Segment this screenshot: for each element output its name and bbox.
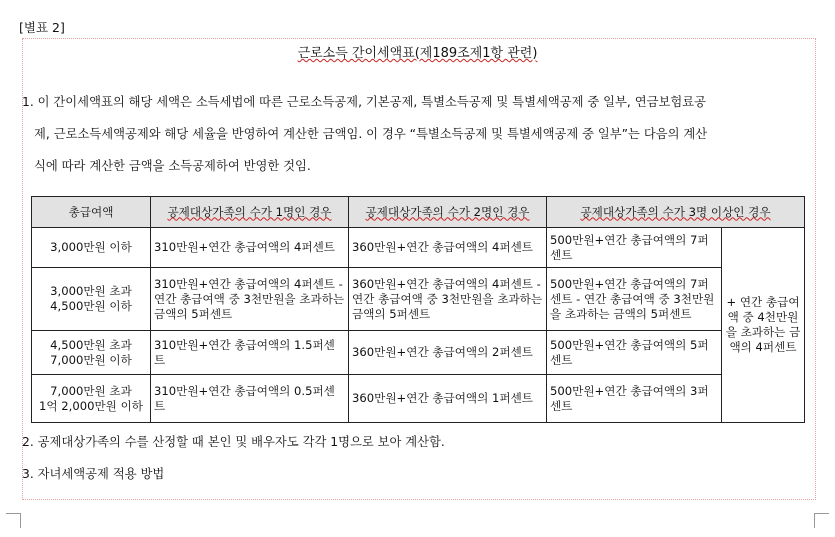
header-family-3-plus: 공제대상가족의 수가 3명 이상인 경우: [547, 197, 805, 228]
table-row: [32, 268, 805, 331]
table-row: [32, 375, 805, 423]
table-header-row: [32, 197, 805, 228]
salary-range: 3,000만원 이하: [32, 228, 151, 268]
table-row: [32, 331, 805, 375]
document-title: 근로소득 간이세액표(제189조제1항 관련): [297, 46, 538, 61]
paragraph-1-line: 식에 따라 계산한 금액을 소득공제하여 반영한 것임.: [34, 159, 311, 173]
formula-family-2: 360만원+연간 총급여액의 2퍼센트: [349, 331, 547, 375]
header-family-1: 공제대상가족의 수가 1명인 경우: [151, 197, 349, 228]
formula-family-1: 310만원+연간 총급여액의 4퍼센트 - 연간 총급여액 중 3천만원을 초과하는 금액의 5퍼센트: [151, 268, 349, 331]
table-row: [32, 228, 805, 268]
salary-range: 3,000만원 초과 4,500만원 이하: [32, 268, 151, 331]
extra-deduction-note: + 연간 총급여액 중 4천만원을 초과하는 금액의 4퍼센트: [722, 228, 805, 423]
page-corner-marker: [6, 513, 21, 528]
formula-family-3: 500만원+연간 총급여액의 7퍼센트 - 연간 총급여액 중 3천만원을 초과하는 금액의 5퍼센트: [547, 268, 722, 331]
page-corner-marker: [814, 513, 829, 528]
paragraph-1-line: 1. 이 간이세액표의 해당 세액은 소득세법에 따른 근로소득공제, 기본공제, 특별소득공제 및 특별세액공제 중 일부, 연금보험료공: [22, 95, 707, 109]
paragraph-1: [22, 86, 816, 182]
salary-range: 4,500만원 초과 7,000만원 이하: [32, 331, 151, 375]
formula-family-2: 360만원+연간 총급여액의 1퍼센트: [349, 375, 547, 423]
formula-family-1: 310만원+연간 총급여액의 0.5퍼센트: [151, 375, 349, 423]
formula-family-1: 310만원+연간 총급여액의 1.5퍼센트: [151, 331, 349, 375]
header-family-2: 공제대상가족의 수가 2명인 경우: [349, 197, 547, 228]
formula-family-3: 500만원+연간 총급여액의 3퍼센트: [547, 375, 722, 423]
paragraph-3: 3. 자녀세액공제 적용 방법: [22, 467, 165, 481]
paragraph-2: 2. 공제대상가족의 수를 산정할 때 본인 및 배우자도 각각 1명으로 보아 계산함.: [22, 435, 445, 449]
formula-family-1: 310만원+연간 총급여액의 4퍼센트: [151, 228, 349, 268]
formula-family-3: 500만원+연간 총급여액의 5퍼센트: [547, 331, 722, 375]
formula-family-3: 500만원+연간 총급여액의 7퍼센트: [547, 228, 722, 268]
paragraph-1-line: 제, 근로소득세액공제와 해당 세율을 반영하여 계산한 금액임. 이 경우 “특별소득공제 및 특별세액공제 중 일부”는 다음의 계산: [34, 127, 708, 141]
formula-family-2: 360만원+연간 총급여액의 4퍼센트: [349, 228, 547, 268]
appendix-label: [별표 2]: [19, 20, 65, 35]
header-total-salary: 총급여액: [32, 197, 151, 228]
deduction-table: [31, 196, 805, 423]
formula-family-2: 360만원+연간 총급여액의 4퍼센트 - 연간 총급여액 중 3천만원을 초과하는 금액의 5퍼센트: [349, 268, 547, 331]
salary-range: 7,000만원 초과 1억 2,000만원 이하: [32, 375, 151, 423]
